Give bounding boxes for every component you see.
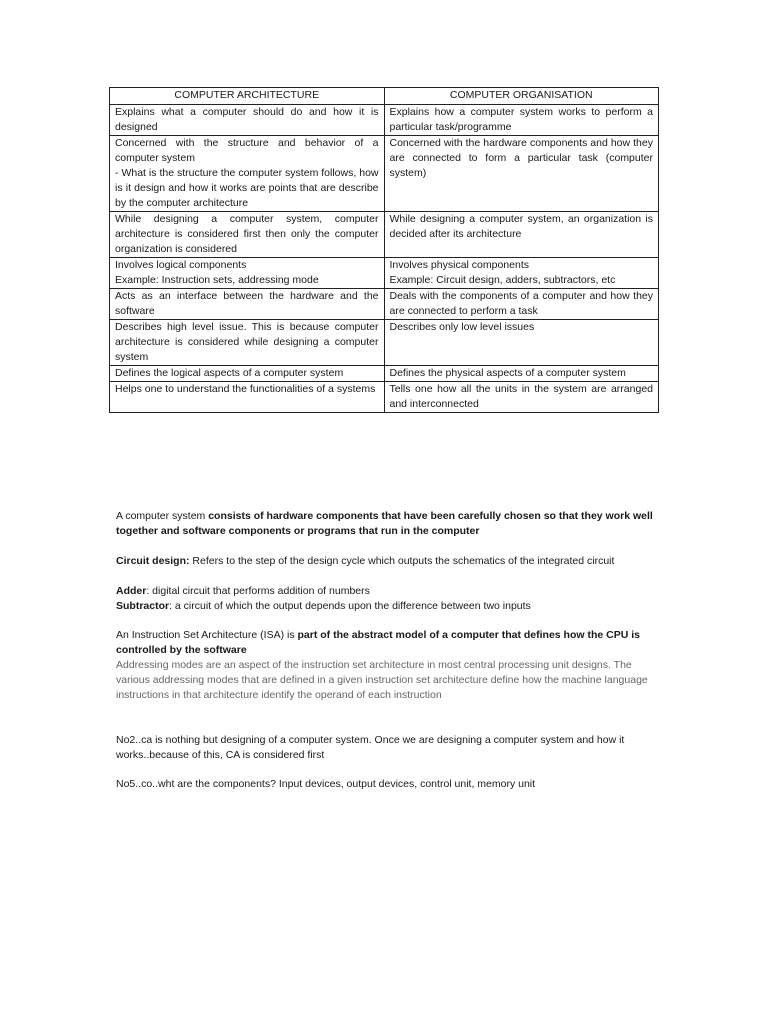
architecture-cell [110,366,385,382]
cell-line: Concerned with the structure and behavior of a computer system [115,137,379,164]
architecture-cell [110,382,385,413]
architecture-cell [110,320,385,366]
cell-line: Explains what a computer should do and how it is designed [115,106,379,133]
cell-line: Deals with the components of a computer and how they are connected to perform a task [389,290,653,317]
header-computer-architecture: COMPUTER ARCHITECTURE [110,88,385,105]
cell-line: Describes high level issue. This is because computer architecture is considered while designing a computer system [115,321,379,363]
table-row [110,212,659,258]
table-row [110,289,659,320]
architecture-cell [110,289,385,320]
organisation-cell [384,105,659,136]
table-row [110,258,659,289]
table-header-row [110,88,659,105]
architecture-cell [110,258,385,289]
note-no5: No5..co..wht are the components? Input devices, output devices, control unit, memory unit [116,778,536,790]
computer-system-definition: A computer system consists of hardware components that have been carefully chosen so that they work well together and software components or programs that run in the computer [116,510,653,537]
cell-line: While designing a computer system, an organization is decided after its architecture [389,213,653,240]
cell-line: Example: Instruction sets, addressing mode [115,274,319,286]
architecture-cell [110,105,385,136]
organisation-cell [384,258,659,289]
table-row [110,366,659,382]
subtractor-definition: Subtractor: a circuit of which the output depends upon the difference between two inputs [116,600,531,612]
cell-line: Defines the logical aspects of a computer system [115,367,344,379]
organisation-cell [384,136,659,212]
comparison-table [109,87,659,413]
organisation-cell [384,366,659,382]
cell-line: Concerned with the hardware components and how they are connected to form a particular task (computer system) [389,137,653,179]
cell-line: Helps one to understand the functionalities of a systems [115,383,376,395]
cell-line: Defines the physical aspects of a computer system [389,367,626,379]
cell-line: - What is the structure the computer system follows, how is it design and how it works are points that are describe by the computer architecture [115,167,379,209]
organisation-cell [384,212,659,258]
circuit-design-definition: Circuit design: Refers to the step of the design cycle which outputs the schematics of the integrated circuit [116,555,615,567]
adder-definition: Adder: digital circuit that performs addition of numbers [116,585,370,597]
isa-definition: An Instruction Set Architecture (ISA) is part of the abstract model of a computer that defines how the CPU is controlled by the software [116,629,640,656]
header-computer-organisation: COMPUTER ORGANISATION [384,88,659,105]
cell-line: Example: Circuit design, adders, subtractors, etc [389,274,616,286]
organisation-cell [384,320,659,366]
architecture-cell [110,212,385,258]
addressing-modes-paragraph: Addressing modes are an aspect of the instruction set architecture in most central processing unit designs. The various addressing modes that are defined in a given instruction set architecture define how the machine language instructions in that architecture identify the operand of each instruction [116,659,648,701]
organisation-cell [384,289,659,320]
table-row [110,136,659,212]
cell-line: Explains how a computer system works to perform a particular task/programme [389,106,653,133]
table-row [110,320,659,366]
table-row [110,382,659,413]
organisation-cell [384,382,659,413]
cell-line: Tells one how all the units in the system are arranged and interconnected [389,383,653,410]
cell-line: Describes only low level issues [389,321,535,333]
cell-line: Involves logical components [115,259,247,271]
architecture-cell [110,136,385,212]
cell-line: Involves physical components [389,259,529,271]
cell-line: Acts as an interface between the hardware and the software [115,290,379,317]
cell-line: While designing a computer system, computer architecture is considered first then only the computer organization is considered [115,213,379,255]
note-no2: No2..ca is nothing but designing of a computer system. Once we are designing a computer system and how it works..because of this, CA is considered first [116,734,625,761]
table-row [110,105,659,136]
